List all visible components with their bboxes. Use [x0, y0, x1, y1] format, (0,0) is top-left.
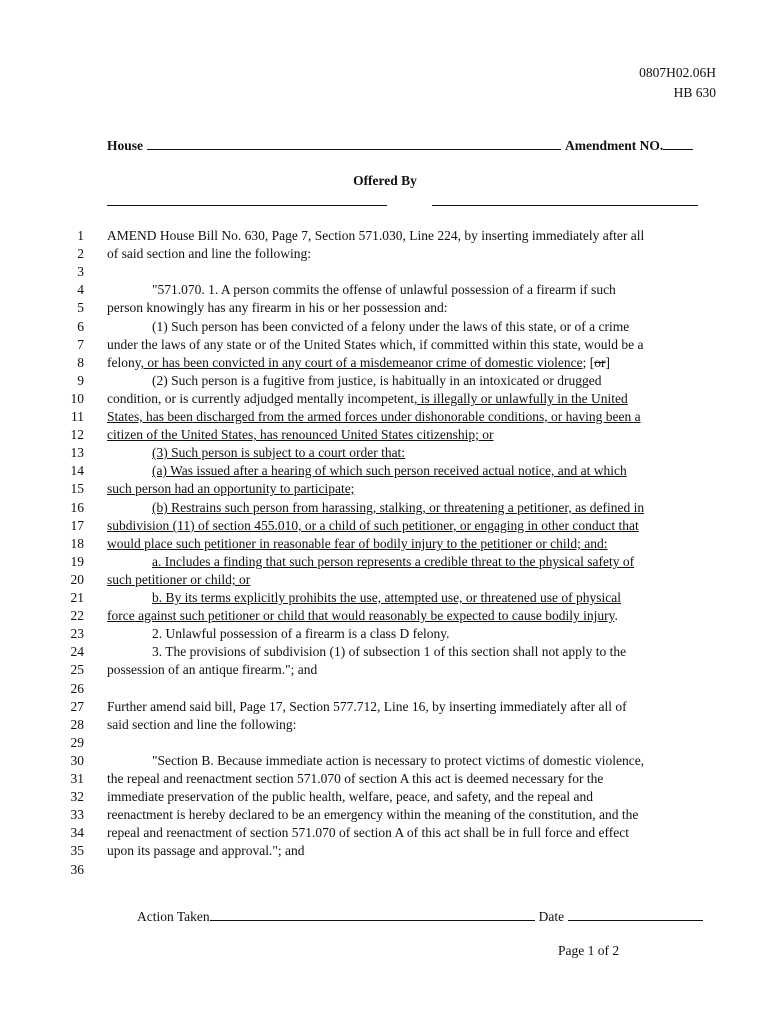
inserted-text: (a) Was issued after a hearing of which such person received actual notice, and at which: [152, 463, 627, 478]
text-segment: "571.070. 1. A person commits the offense of unlawful possession of a firearm if such: [152, 282, 616, 297]
line-number: 6: [77, 319, 84, 334]
line-number: 34: [70, 825, 84, 840]
line-text: [107, 535, 715, 553]
line-text: [107, 571, 715, 589]
inserted-text: , or has been convicted in any court of a misdemeanor crime of domestic violence: [140, 355, 583, 370]
inserted-text: (3) Such person is subject to a court order that:: [152, 445, 406, 460]
line-number: 14: [70, 463, 84, 478]
page-number: Page 1 of 2: [558, 943, 620, 958]
line-number: 35: [70, 843, 84, 858]
line-text: [107, 734, 715, 752]
line-number: 1: [77, 228, 84, 243]
line-text: [107, 607, 715, 625]
line-number: 5: [77, 300, 84, 315]
line-text: [107, 661, 715, 679]
text-segment: upon its passage and approval."; and: [107, 843, 305, 858]
line-number: 18: [70, 536, 84, 551]
line-number: 26: [70, 681, 84, 696]
inserted-text: , is illegally or unlawfully in the United: [414, 391, 628, 406]
line-number: 8: [77, 355, 84, 370]
inserted-text: a. Includes a finding that such person represents a credible threat to the physical safety of: [152, 554, 635, 569]
inserted-text: (b) Restrains such person from harassing, stalking, or threatening a petitioner, as defined in: [152, 500, 645, 515]
line-text: [107, 680, 715, 698]
line-text: [107, 426, 715, 444]
line-text: [107, 462, 715, 480]
line-text: [107, 281, 715, 299]
line-number: 31: [70, 771, 84, 786]
bill-number: HB 630: [673, 85, 716, 100]
line-number: 24: [70, 644, 84, 659]
line-number: 20: [70, 572, 84, 587]
amendment-header-line: [107, 136, 713, 154]
text-segment: possession of an antique firearm."; and: [107, 662, 318, 677]
text-segment: (2) Such person is a fugitive from justice, is habitually in an intoxicated or drugged: [152, 373, 602, 388]
text-segment: "Section B. Because immediate action is necessary to protect victims of domestic violence,: [152, 753, 645, 768]
line-text: [107, 625, 715, 643]
action-taken-blank: [210, 907, 535, 921]
text-segment: 2. Unlawful possession of a firearm is a class D felony.: [152, 626, 450, 641]
house-blank-line: [147, 136, 561, 150]
date-label: Date: [538, 909, 565, 924]
line-text: [107, 480, 715, 498]
inserted-text: such petitioner or child; or: [107, 572, 251, 587]
line-number: 25: [70, 662, 84, 677]
line-number: 13: [70, 445, 84, 460]
text-segment: Further amend said bill, Page 17, Section 577.712, Line 16, by inserting immediately after all of: [107, 699, 627, 714]
line-text: [107, 372, 715, 390]
inserted-text: States, has been discharged from the armed forces under dishonorable conditions, or having been a: [107, 409, 641, 424]
text-segment: ; [: [582, 355, 595, 370]
line-text: [107, 263, 715, 281]
text-segment: reenactment is hereby declared to be an emergency within the meaning of the constitution, and the: [107, 807, 639, 822]
line-text: [107, 553, 715, 571]
line-number: 23: [70, 626, 84, 641]
line-number: 12: [70, 427, 84, 442]
sponsor-signature-line-2: [432, 205, 698, 206]
line-text: [107, 499, 715, 517]
text-segment: person knowingly has any firearm in his or her possession and:: [107, 300, 448, 315]
line-number: 16: [70, 500, 84, 515]
line-text: [107, 318, 715, 336]
line-number: 28: [70, 717, 84, 732]
amendment-no-label: Amendment NO.: [565, 138, 664, 153]
line-number: 17: [70, 518, 84, 533]
line-text: [107, 752, 715, 770]
line-number: 3: [77, 264, 84, 279]
line-text: [107, 788, 715, 806]
document-id: 0807H02.06H: [639, 65, 716, 80]
text-segment: .: [614, 608, 618, 623]
text-segment: AMEND House Bill No. 630, Page 7, Section 571.030, Line 224, by inserting immediately after all: [107, 228, 645, 243]
date-blank: [568, 907, 703, 921]
action-taken-line: [137, 907, 703, 925]
line-number: 7: [77, 337, 84, 352]
line-text: [107, 245, 715, 263]
line-text: [107, 408, 715, 426]
line-text: [107, 299, 715, 317]
offered-by-label: Offered By: [353, 173, 417, 188]
line-number: 21: [70, 590, 84, 605]
text-segment: immediate preservation of the public health, welfare, peace, and safety, and the repeal and: [107, 789, 594, 804]
amendment-no-blank: [663, 136, 693, 150]
line-text: [107, 770, 715, 788]
line-text: [107, 643, 715, 661]
line-text: [107, 861, 715, 879]
inserted-text: would place such petitioner in reasonable fear of bodily injury to the petitioner or child; and:: [107, 536, 608, 551]
text-segment: of said section and line the following:: [107, 246, 311, 261]
line-text: [107, 444, 715, 462]
text-segment: felony: [107, 355, 141, 370]
text-segment: 3. The provisions of subdivision (1) of subsection 1 of this section shall not apply to the: [152, 644, 627, 659]
text-segment: under the laws of any state or of the United States which, if committed within this state, would be a: [107, 337, 644, 352]
line-text: [107, 589, 715, 607]
text-segment: condition, or is currently adjudged mentally incompetent: [107, 391, 415, 406]
text-segment: repeal and reenactment of section 571.070 of section A of this act shall be in full force and effect: [107, 825, 629, 840]
line-number: 11: [71, 409, 84, 424]
line-number: 10: [70, 391, 84, 406]
text-segment: the repeal and reenactment section 571.070 of section A this act is deemed necessary for the: [107, 771, 604, 786]
line-text: [107, 806, 715, 824]
line-number: 29: [70, 735, 84, 750]
line-text: [107, 227, 715, 245]
inserted-text: such person had an opportunity to participate;: [107, 481, 355, 496]
text-segment: ]: [605, 355, 610, 370]
line-number: 19: [70, 554, 84, 569]
line-text: [107, 336, 715, 354]
line-number: 9: [77, 373, 84, 388]
action-taken-label: Action Taken: [137, 909, 210, 924]
inserted-text: force against such petitioner or child that would reasonably be expected to cause bodily injury: [107, 608, 615, 623]
line-text: [107, 716, 715, 734]
line-text: [107, 390, 715, 408]
line-text: [107, 517, 715, 535]
line-text: [107, 698, 715, 716]
line-number: 15: [70, 481, 84, 496]
text-segment: (1) Such person has been convicted of a felony under the laws of this state, or of a crime: [152, 319, 630, 334]
sponsor-signature-line: [107, 205, 387, 206]
deleted-text: or: [594, 355, 606, 370]
line-number: 30: [70, 753, 84, 768]
line-text: [107, 354, 715, 372]
line-number: 36: [70, 862, 84, 877]
line-number: 32: [70, 789, 84, 804]
line-number: 4: [77, 282, 84, 297]
line-number: 27: [70, 699, 84, 714]
line-number: 22: [70, 608, 84, 623]
text-segment: said section and line the following:: [107, 717, 297, 732]
inserted-text: subdivision (11) of section 455.010, or a child of such petitioner, or engaging in other conduct that: [107, 518, 639, 533]
inserted-text: citizen of the United States, has renounced United States citizenship; or: [107, 427, 494, 442]
house-label: House: [107, 138, 144, 153]
line-number: 33: [70, 807, 84, 822]
line-text: [107, 824, 715, 842]
line-text: [107, 842, 715, 860]
line-number: 2: [77, 246, 84, 261]
inserted-text: b. By its terms explicitly prohibits the use, attempted use, or threatened use of physical: [152, 590, 622, 605]
